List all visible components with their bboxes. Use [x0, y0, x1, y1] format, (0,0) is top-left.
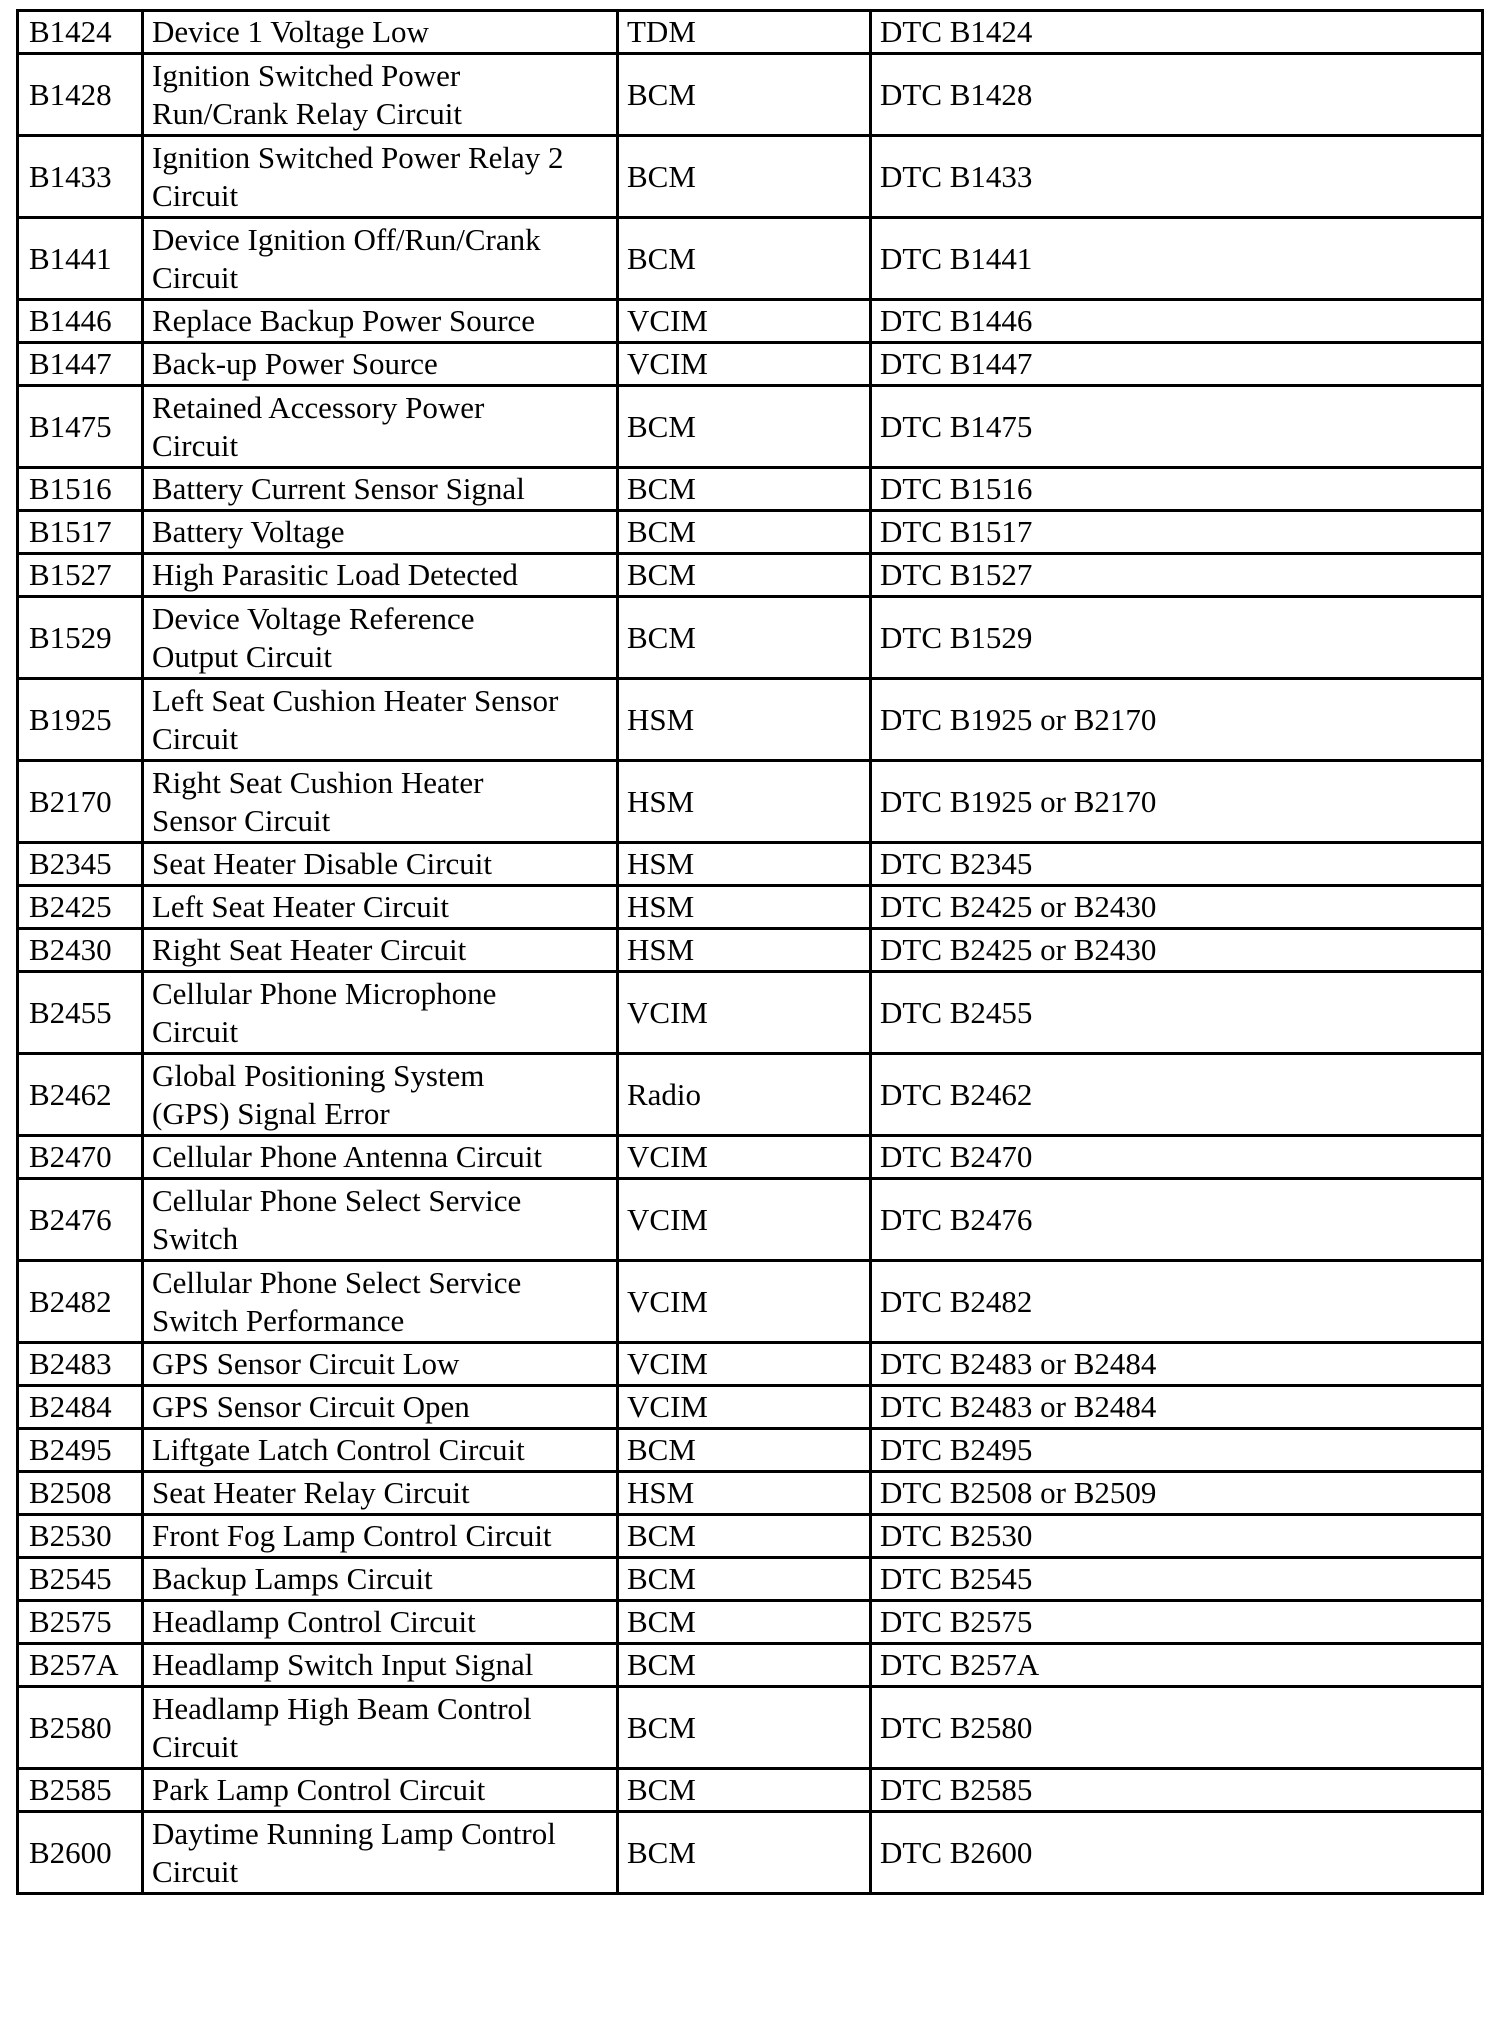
dtc-description-cell [143, 972, 618, 1054]
table-row [18, 761, 1483, 843]
dtc-description-cell [143, 1261, 618, 1343]
dtc-description-line: GPS Sensor Circuit Open [152, 1389, 470, 1424]
dtc-description-cell [143, 1812, 618, 1894]
dtc-code-cell: B2462 [18, 1054, 143, 1136]
dtc-reference-cell: DTC B2462 [871, 1054, 1483, 1136]
dtc-table [16, 9, 1484, 1895]
dtc-module-cell: BCM [618, 1558, 871, 1601]
dtc-code-cell: B257A [18, 1644, 143, 1687]
table-row [18, 1429, 1483, 1472]
table-row [18, 54, 1483, 136]
dtc-reference-cell: DTC B1925 or B2170 [871, 761, 1483, 843]
dtc-description-cell [143, 1687, 618, 1769]
dtc-code-cell: B2545 [18, 1558, 143, 1601]
dtc-code-cell: B1433 [18, 136, 143, 218]
dtc-description-line: Seat Heater Disable Circuit [152, 846, 493, 881]
dtc-module-cell: BCM [618, 1644, 871, 1687]
table-row [18, 1343, 1483, 1386]
dtc-module-cell: VCIM [618, 1343, 871, 1386]
dtc-code-cell: B2345 [18, 843, 143, 886]
dtc-code-cell: B2476 [18, 1179, 143, 1261]
dtc-module-cell: VCIM [618, 1136, 871, 1179]
dtc-module-cell: BCM [618, 54, 871, 136]
dtc-description-line: Headlamp High Beam Control [152, 1690, 532, 1726]
dtc-description-line: Sensor Circuit [152, 802, 331, 838]
table-row [18, 1601, 1483, 1644]
dtc-code-cell: B1428 [18, 54, 143, 136]
table-row [18, 1769, 1483, 1812]
dtc-reference-cell: DTC B1516 [871, 468, 1483, 511]
dtc-code-cell: B2495 [18, 1429, 143, 1472]
dtc-description-cell [143, 1769, 618, 1812]
table-row [18, 468, 1483, 511]
dtc-code-cell: B1475 [18, 386, 143, 468]
dtc-description-cell [143, 679, 618, 761]
dtc-description-line: Device Ignition Off/Run/Crank [152, 221, 541, 257]
dtc-description-line: Left Seat Cushion Heater Sensor [152, 682, 559, 718]
dtc-reference-cell: DTC B2600 [871, 1812, 1483, 1894]
dtc-description-cell [143, 54, 618, 136]
dtc-description-cell [143, 343, 618, 386]
table-row [18, 386, 1483, 468]
table-row [18, 1687, 1483, 1769]
dtc-description-line: Cellular Phone Antenna Circuit [152, 1139, 543, 1174]
dtc-module-cell: VCIM [618, 343, 871, 386]
dtc-module-cell: HSM [618, 761, 871, 843]
dtc-description-line: Retained Accessory Power [152, 389, 485, 425]
dtc-reference-cell: DTC B1433 [871, 136, 1483, 218]
dtc-reference-cell: DTC B1527 [871, 554, 1483, 597]
dtc-reference-cell: DTC B2476 [871, 1179, 1483, 1261]
table-row [18, 1179, 1483, 1261]
table-row [18, 300, 1483, 343]
dtc-code-cell: B2575 [18, 1601, 143, 1644]
table-row [18, 343, 1483, 386]
dtc-description-line: Switch Performance [152, 1302, 405, 1338]
dtc-reference-cell: DTC B1529 [871, 597, 1483, 679]
dtc-description-cell [143, 554, 618, 597]
dtc-description-cell [143, 11, 618, 54]
dtc-description-cell [143, 218, 618, 300]
dtc-description-line: Battery Current Sensor Signal [152, 471, 525, 506]
dtc-description-line: Circuit [152, 1853, 239, 1889]
dtc-description-line: Device 1 Voltage Low [152, 14, 429, 49]
dtc-description-cell [143, 843, 618, 886]
dtc-description-cell [143, 929, 618, 972]
table-row [18, 1644, 1483, 1687]
dtc-description-line: Global Positioning System [152, 1057, 485, 1093]
table-row [18, 511, 1483, 554]
dtc-module-cell: BCM [618, 1769, 871, 1812]
dtc-code-cell: B2580 [18, 1687, 143, 1769]
dtc-module-cell: BCM [618, 1601, 871, 1644]
dtc-description-line: Park Lamp Control Circuit [152, 1772, 486, 1807]
dtc-reference-cell: DTC B1925 or B2170 [871, 679, 1483, 761]
dtc-description-line: Circuit [152, 1728, 239, 1764]
dtc-description-line: Circuit [152, 177, 239, 213]
dtc-reference-cell: DTC B2483 or B2484 [871, 1343, 1483, 1386]
dtc-description-cell [143, 1054, 618, 1136]
dtc-reference-cell: DTC B2580 [871, 1687, 1483, 1769]
dtc-reference-cell: DTC B2455 [871, 972, 1483, 1054]
table-row [18, 218, 1483, 300]
dtc-module-cell: BCM [618, 511, 871, 554]
dtc-reference-cell: DTC B2425 or B2430 [871, 929, 1483, 972]
dtc-reference-cell: DTC B2508 or B2509 [871, 1472, 1483, 1515]
dtc-description-line: Daytime Running Lamp Control [152, 1815, 556, 1851]
dtc-module-cell: TDM [618, 11, 871, 54]
dtc-code-cell: B2600 [18, 1812, 143, 1894]
dtc-module-cell: VCIM [618, 1261, 871, 1343]
dtc-module-cell: HSM [618, 929, 871, 972]
dtc-code-cell: B1517 [18, 511, 143, 554]
dtc-module-cell: HSM [618, 679, 871, 761]
dtc-code-cell: B2470 [18, 1136, 143, 1179]
dtc-code-cell: B2508 [18, 1472, 143, 1515]
dtc-module-cell: Radio [618, 1054, 871, 1136]
dtc-code-cell: B2482 [18, 1261, 143, 1343]
dtc-description-line: Liftgate Latch Control Circuit [152, 1432, 525, 1467]
dtc-description-line: Cellular Phone Select Service [152, 1264, 522, 1300]
dtc-reference-cell: DTC B2495 [871, 1429, 1483, 1472]
dtc-code-cell: B1529 [18, 597, 143, 679]
dtc-description-cell [143, 886, 618, 929]
dtc-description-line: Right Seat Heater Circuit [152, 932, 467, 967]
dtc-reference-cell: DTC B2585 [871, 1769, 1483, 1812]
dtc-reference-cell: DTC B1475 [871, 386, 1483, 468]
dtc-description-line: (GPS) Signal Error [152, 1095, 390, 1131]
dtc-description-line: GPS Sensor Circuit Low [152, 1346, 460, 1381]
dtc-description-cell [143, 136, 618, 218]
dtc-code-cell: B1441 [18, 218, 143, 300]
dtc-table-body [18, 11, 1483, 1894]
dtc-reference-cell: DTC B2530 [871, 1515, 1483, 1558]
dtc-module-cell: HSM [618, 843, 871, 886]
dtc-description-cell [143, 386, 618, 468]
dtc-description-line: Backup Lamps Circuit [152, 1561, 433, 1596]
dtc-reference-cell: DTC B1424 [871, 11, 1483, 54]
dtc-description-line: Cellular Phone Select Service [152, 1182, 522, 1218]
dtc-reference-cell: DTC B1446 [871, 300, 1483, 343]
dtc-description-line: Back-up Power Source [152, 346, 438, 381]
dtc-description-cell [143, 1472, 618, 1515]
dtc-code-cell: B1446 [18, 300, 143, 343]
dtc-description-cell [143, 468, 618, 511]
dtc-module-cell: BCM [618, 218, 871, 300]
table-row [18, 554, 1483, 597]
dtc-module-cell: VCIM [618, 1179, 871, 1261]
dtc-description-line: Replace Backup Power Source [152, 303, 536, 338]
dtc-description-line: Left Seat Heater Circuit [152, 889, 449, 924]
dtc-description-line: Run/Crank Relay Circuit [152, 95, 462, 131]
dtc-module-cell: BCM [618, 1812, 871, 1894]
dtc-reference-cell: DTC B1441 [871, 218, 1483, 300]
dtc-description-line: Circuit [152, 427, 239, 463]
table-row [18, 886, 1483, 929]
dtc-description-line: Headlamp Control Circuit [152, 1604, 476, 1639]
dtc-module-cell: VCIM [618, 1386, 871, 1429]
dtc-description-cell [143, 761, 618, 843]
dtc-module-cell: HSM [618, 886, 871, 929]
dtc-reference-cell: DTC B1447 [871, 343, 1483, 386]
dtc-reference-cell: DTC B1428 [871, 54, 1483, 136]
dtc-description-cell [143, 597, 618, 679]
dtc-description-line: Output Circuit [152, 638, 332, 674]
dtc-description-cell [143, 1136, 618, 1179]
dtc-description-line: Device Voltage Reference [152, 600, 475, 636]
dtc-description-line: High Parasitic Load Detected [152, 557, 518, 592]
table-row [18, 1261, 1483, 1343]
dtc-code-cell: B1424 [18, 11, 143, 54]
table-row [18, 1054, 1483, 1136]
dtc-description-line: Switch [152, 1220, 239, 1256]
dtc-code-cell: B1527 [18, 554, 143, 597]
dtc-module-cell: BCM [618, 1429, 871, 1472]
dtc-reference-cell: DTC B2545 [871, 1558, 1483, 1601]
table-row [18, 1558, 1483, 1601]
dtc-description-line: Seat Heater Relay Circuit [152, 1475, 470, 1510]
dtc-module-cell: VCIM [618, 300, 871, 343]
dtc-reference-cell: DTC B2483 or B2484 [871, 1386, 1483, 1429]
dtc-module-cell: BCM [618, 386, 871, 468]
table-row [18, 1386, 1483, 1429]
table-row [18, 11, 1483, 54]
dtc-code-cell: B1925 [18, 679, 143, 761]
dtc-description-cell [143, 1644, 618, 1687]
dtc-module-cell: VCIM [618, 972, 871, 1054]
dtc-code-cell: B1447 [18, 343, 143, 386]
dtc-description-line: Battery Voltage [152, 514, 345, 549]
dtc-reference-cell: DTC B1517 [871, 511, 1483, 554]
dtc-description-cell [143, 1386, 618, 1429]
dtc-description-line: Headlamp Switch Input Signal [152, 1647, 534, 1682]
dtc-code-cell: B2430 [18, 929, 143, 972]
dtc-description-line: Ignition Switched Power Relay 2 [152, 139, 564, 175]
table-row [18, 929, 1483, 972]
dtc-module-cell: BCM [618, 1687, 871, 1769]
table-row [18, 136, 1483, 218]
dtc-description-line: Right Seat Cushion Heater [152, 764, 484, 800]
table-row [18, 1136, 1483, 1179]
dtc-code-cell: B1516 [18, 468, 143, 511]
dtc-code-cell: B2530 [18, 1515, 143, 1558]
dtc-description-cell [143, 511, 618, 554]
dtc-code-cell: B2425 [18, 886, 143, 929]
dtc-description-line: Cellular Phone Microphone [152, 975, 497, 1011]
dtc-description-line: Circuit [152, 259, 239, 295]
dtc-description-cell [143, 1179, 618, 1261]
dtc-description-cell [143, 300, 618, 343]
table-row [18, 972, 1483, 1054]
dtc-code-cell: B2483 [18, 1343, 143, 1386]
table-row [18, 597, 1483, 679]
table-row [18, 1472, 1483, 1515]
dtc-description-line: Circuit [152, 720, 239, 756]
dtc-description-cell [143, 1601, 618, 1644]
dtc-reference-cell: DTC B2470 [871, 1136, 1483, 1179]
dtc-reference-cell: DTC B2425 or B2430 [871, 886, 1483, 929]
dtc-description-cell [143, 1343, 618, 1386]
dtc-module-cell: BCM [618, 136, 871, 218]
dtc-code-cell: B2484 [18, 1386, 143, 1429]
dtc-module-cell: BCM [618, 1515, 871, 1558]
table-row [18, 1812, 1483, 1894]
dtc-module-cell: BCM [618, 554, 871, 597]
dtc-description-line: Front Fog Lamp Control Circuit [152, 1518, 552, 1553]
dtc-module-cell: HSM [618, 1472, 871, 1515]
dtc-code-cell: B2455 [18, 972, 143, 1054]
dtc-reference-cell: DTC B257A [871, 1644, 1483, 1687]
dtc-description-cell [143, 1558, 618, 1601]
dtc-module-cell: BCM [618, 597, 871, 679]
dtc-description-line: Ignition Switched Power [152, 57, 461, 93]
dtc-description-line: Circuit [152, 1013, 239, 1049]
dtc-module-cell: BCM [618, 468, 871, 511]
table-row [18, 679, 1483, 761]
dtc-code-cell: B2170 [18, 761, 143, 843]
dtc-reference-cell: DTC B2575 [871, 1601, 1483, 1644]
table-row [18, 1515, 1483, 1558]
dtc-description-cell [143, 1429, 618, 1472]
dtc-code-cell: B2585 [18, 1769, 143, 1812]
table-row [18, 843, 1483, 886]
dtc-reference-cell: DTC B2345 [871, 843, 1483, 886]
dtc-reference-cell: DTC B2482 [871, 1261, 1483, 1343]
dtc-description-cell [143, 1515, 618, 1558]
document-page [16, 9, 1481, 1895]
